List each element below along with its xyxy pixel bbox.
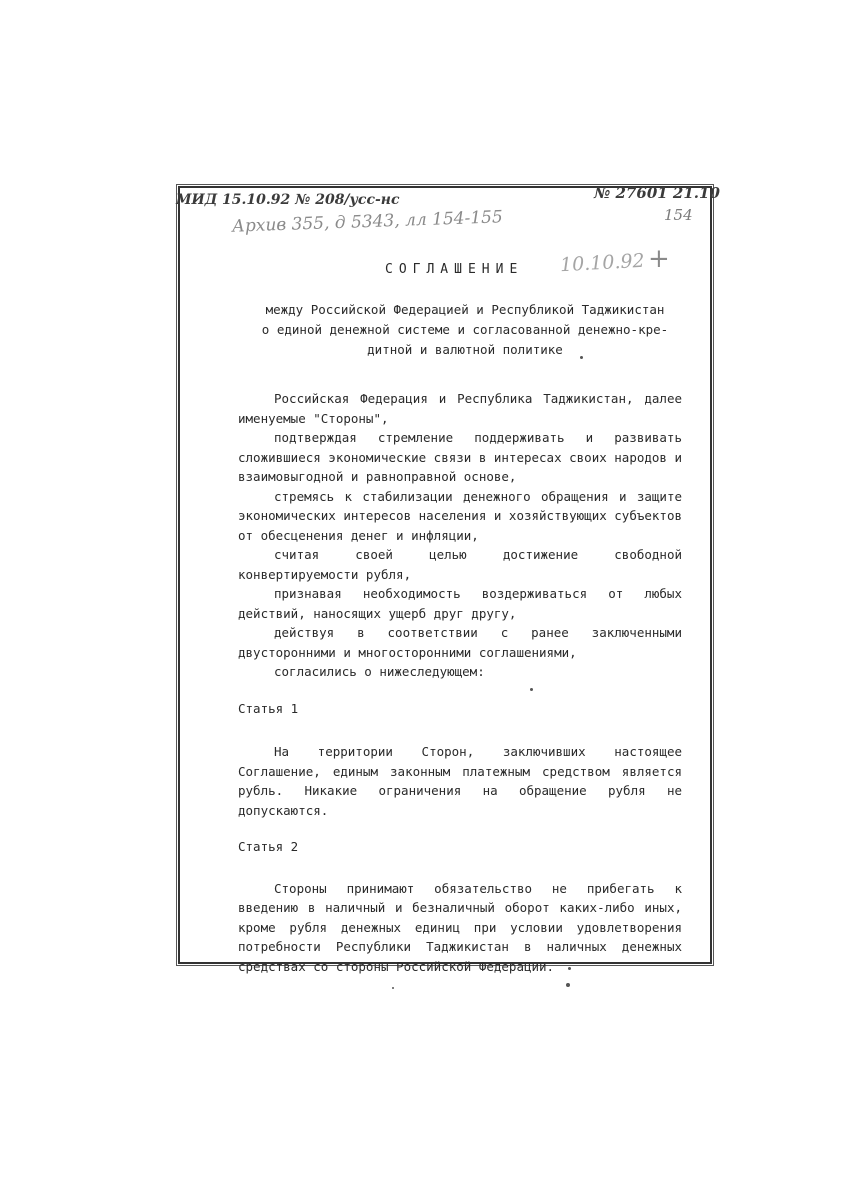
scan-speck <box>392 987 394 989</box>
scan-speck <box>580 356 583 359</box>
article-heading: Статья 2 <box>238 839 299 854</box>
scan-speck <box>530 688 533 691</box>
preamble-paragraph: считая своей целью достижение свободной конвертируемости рубля, <box>238 547 682 582</box>
preamble-paragraph: согласились о нижеследующем: <box>274 664 485 679</box>
preamble-paragraph: подтверждая стремление поддерживать и развивать сложившиеся экономические связи в интересах своих народов и взаимовыгодной и равноправной основе, <box>238 430 683 484</box>
preamble-paragraph: признавая необходимость воздерживаться от любых действий, наносящих ущерб друг другу, <box>238 586 682 621</box>
scan-speck <box>566 983 570 987</box>
document-subtitle <box>252 300 678 360</box>
date-stamp: 10.10.92 <box>559 249 646 277</box>
article-text: Стороны принимают обязательство не прибегать к введению в наличный и безналичный оборот каких-либо иных, кроме рубля денежных единиц при условии удовлетворения потребности Республики Таджикистан в наличных денежных средствах со стороны Российской Федерации. <box>238 880 682 974</box>
preamble-paragraph: Российская Федерация и Республика Таджикистан, далее именуемые "Стороны", <box>238 391 682 426</box>
article-text: На территории Сторон, заключивших настоящее Соглашение, единым законным платежным средством является рубль. Никакие ограничения на обращение рубля не допускаются. <box>238 744 682 818</box>
subtitle-line: о единой денежной системе и согласованной денежно-кре- <box>261 322 669 337</box>
document-body <box>238 389 682 976</box>
reference-annotation: МИД 15.10.92 № 208/усс-нс <box>176 192 400 208</box>
article-heading: Статья 1 <box>238 700 299 716</box>
archive-annotation: Архив 355, д 5343, лл 154-155 <box>231 207 504 237</box>
registration-annotation: № 27601 21.10 <box>594 184 720 202</box>
document-title: СОГЛАШЕНИЕ <box>385 262 524 277</box>
subtitle-line: между Российской Федерацией и Республикой Таджикистан <box>265 302 665 317</box>
plus-mark: + <box>648 244 670 274</box>
subtitle-line: дитной и валютной политике <box>367 342 563 357</box>
preamble-paragraph: действуя в соответствии с ранее заключенными двусторонними и многосторонними соглашениями, <box>238 625 682 660</box>
preamble-paragraph: стремясь к стабилизации денежного обращения и защите экономических интересов населения и хозяйствующих субъектов от обесценения денег и инфляции, <box>238 488 683 543</box>
sheet-number-annotation: 154 <box>664 206 693 224</box>
scan-speck <box>568 967 571 970</box>
